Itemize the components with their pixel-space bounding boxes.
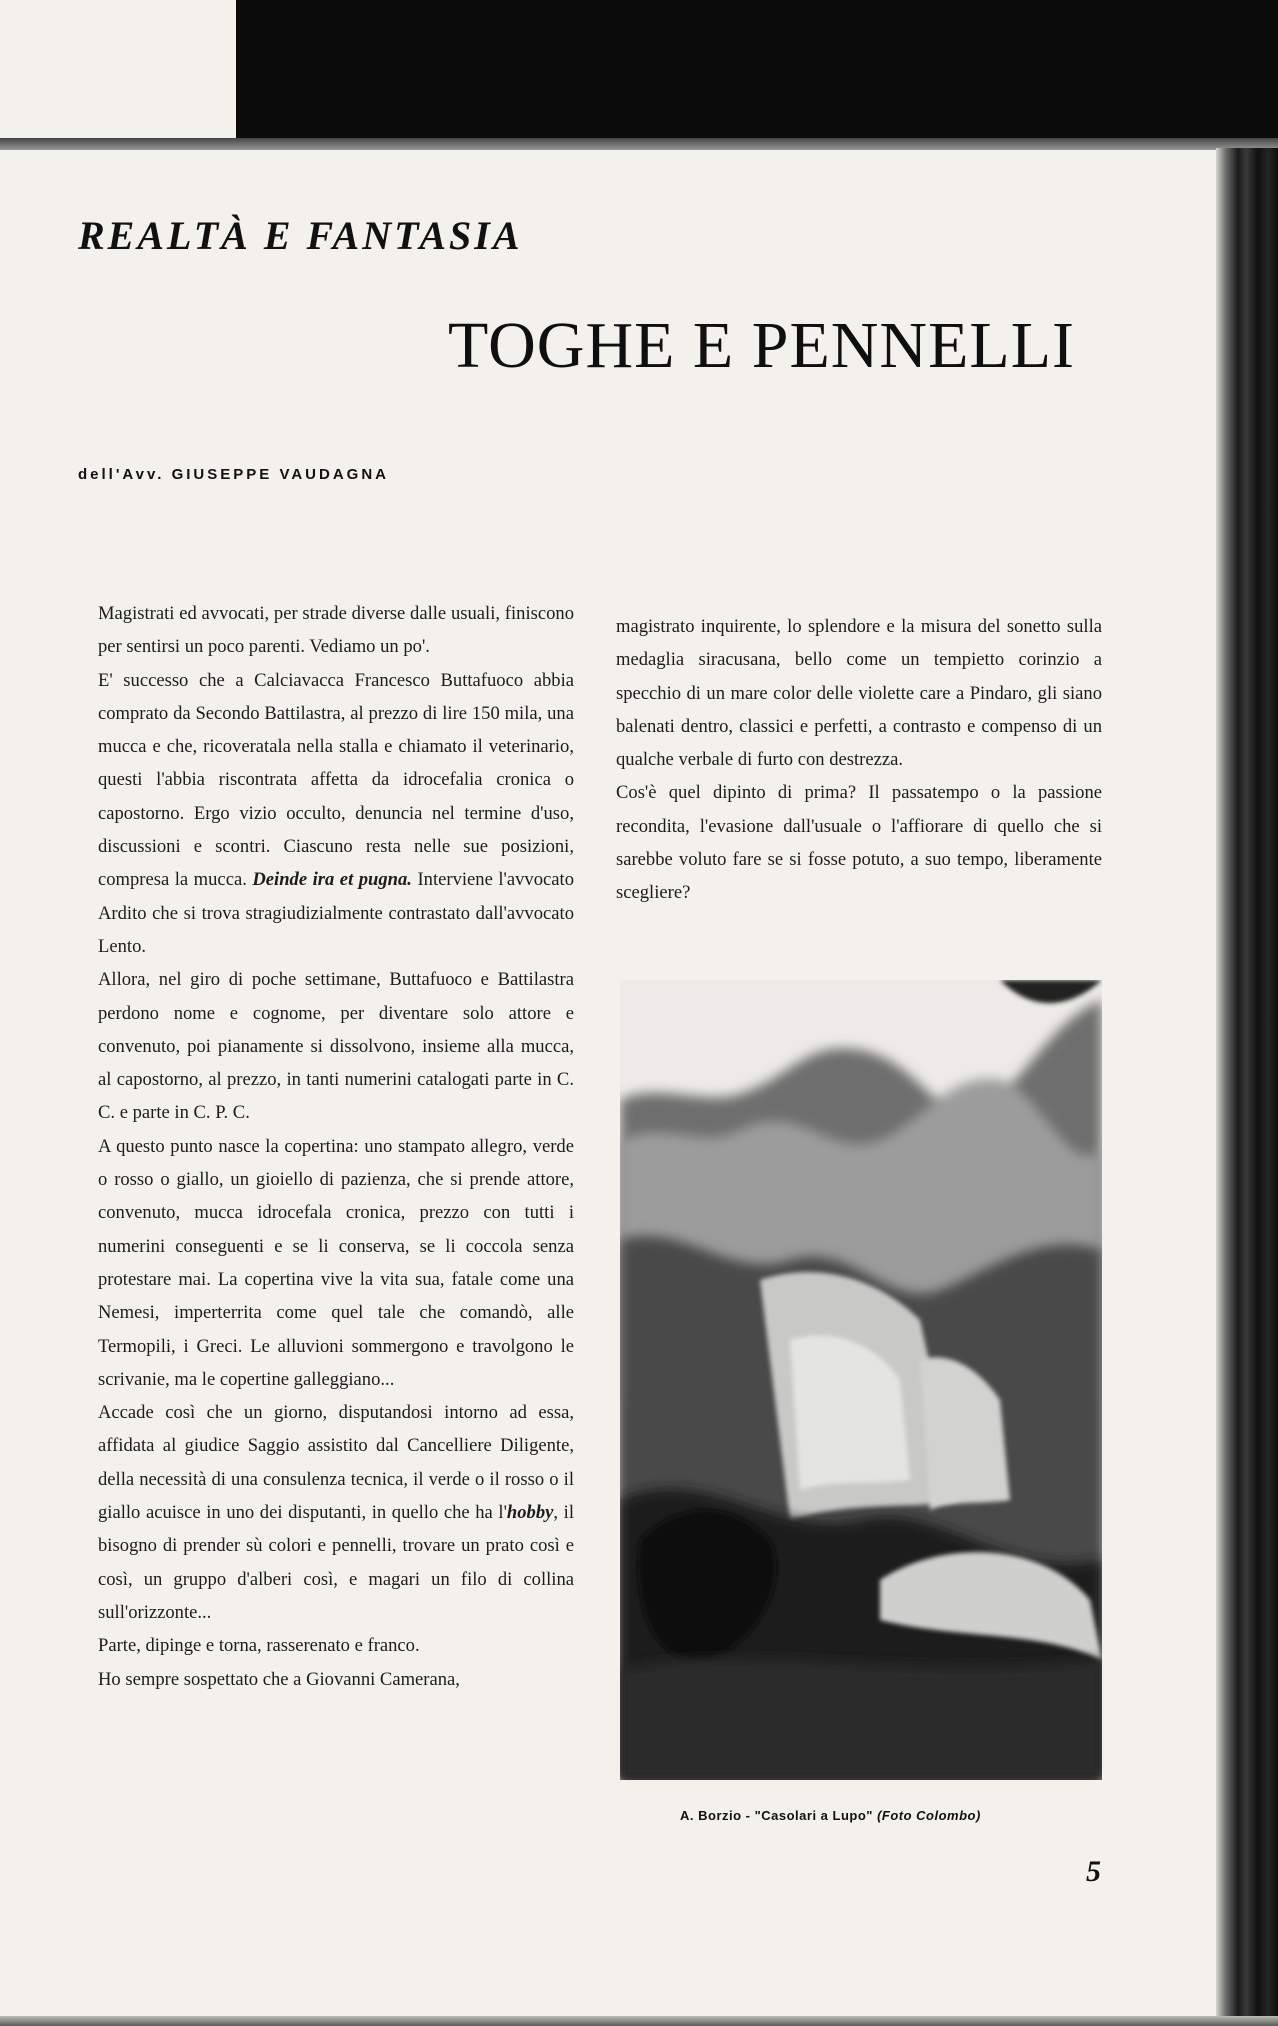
article-byline: dell'Avv. GIUSEPPE VAUDAGNA: [78, 466, 390, 483]
paragraph-4: A questo punto nasce la copertina: uno stampato allegro, verde o rosso o giallo, un gioiello di pazienza, che si prende attore, convenuto, mucca idrocefala cronica, prezzo con tutti i numerini conseguenti e se li conserva, se li coccola senza protestare mai. La copertina vive la vita sua, fatale come una Nemesi, imperterrita come quel tale che comandò, alle Termopili, i Greci. Le alluvioni sommergono e travolgono le scrivanie, ma le copertine galleggiano...: [98, 1135, 574, 1390]
left-column: [98, 597, 574, 1696]
section-kicker: REALTÀ E FANTASIA: [78, 213, 523, 258]
paragraph-2: [98, 664, 574, 964]
article-title: TOGHE E PENNELLI: [448, 309, 1076, 382]
paragraph-5: [98, 1396, 574, 1629]
paragraph-5-text: Accade così che un giorno, disputandosi intorno ad essa, affidata al giudice Saggio assistito dal Cancelliere Diligente, della necessità di una consulenza tecnica, il verde o il rosso o il giallo acuisce in uno dei disputanti, in quello che ha l': [98, 1402, 574, 1524]
paragraph-5-tail: , il bisogno di prender sù colori e pennelli, trovare un prato così e così, un gruppo d'alberi così, e magari un filo di collina sull'orizzonte...: [98, 1502, 574, 1623]
page-number: 5: [1086, 1855, 1101, 1888]
paragraph-8: magistrato inquirente, lo splendore e la misura del sonetto sulla medaglia siracusana, bello come un tempietto corinzio a specchio di un mare color delle violette care a Pindaro, gli siano balenati dentro, classici e perfetti, a contrasto e compenso di un qualche verbale di furto con destrezza.: [616, 616, 1102, 771]
paragraph-3: Allora, nel giro di poche settimane, Buttafuoco e Battilastra perdono nome e cognome, per diventare solo attore e convenuto, poi pianamente si dissolvono, insieme alla mucca, al capostorno, al prezzo, in tanti numerini catalogati parte in C. C. e parte in C. P. C.: [98, 969, 574, 1124]
painting-photo: [620, 980, 1102, 1780]
scan-top-shadow: [0, 138, 1278, 150]
latin-phrase: Deinde ira et pugna.: [252, 869, 412, 891]
painting-illustration: [620, 980, 1102, 1780]
figure-caption: [680, 1808, 981, 1823]
scan-top-border: [236, 0, 1278, 148]
caption-main: A. Borzio - "Casolari a Lupo": [680, 1808, 873, 1823]
hobby-word: hobby: [506, 1502, 554, 1524]
scan-binding-edge: [1216, 148, 1278, 2026]
paragraph-9: Cos'è quel dipinto di prima? Il passatempo o la passione recondita, l'evasione dall'usuale o l'affiorare di quello che si sarebbe voluto fare se si fosse potuto, a suo tempo, liberamente scegliere?: [616, 782, 1102, 904]
right-column: [616, 610, 1102, 910]
paragraph-6: Parte, dipinge e torna, rasserenato e franco.: [98, 1635, 420, 1657]
paragraph-1: Magistrati ed avvocati, per strade diverse dalle usuali, finiscono per sentirsi un poco parenti. Vediamo un po'.: [98, 603, 574, 658]
paragraph-7: Ho sempre sospettato che a Giovanni Camerana,: [98, 1668, 460, 1690]
scan-bottom-edge: [0, 2016, 1278, 2026]
caption-credit: (Foto Colombo): [877, 1808, 981, 1823]
paragraph-2-text: E' successo che a Calciavacca Francesco Buttafuoco abbia comprato da Secondo Battilastra, al prezzo di lire 150 mila, una mucca e che, ricoveratala nella stalla e chiamato il veterinario, questi l'abbia riscontrata affetta da idrocefalia cronica o capostorno. Ergo vizio occulto, denuncia nel termine d'uso, discussioni e scontri. Ciascuno resta nelle sue posizioni, compresa la mucca.: [98, 669, 574, 891]
paragraph-2-tail: Interviene l'avvocato Ardito che si trova stragiudizialmente contrastato dall'avvocato Lento.: [98, 869, 574, 957]
